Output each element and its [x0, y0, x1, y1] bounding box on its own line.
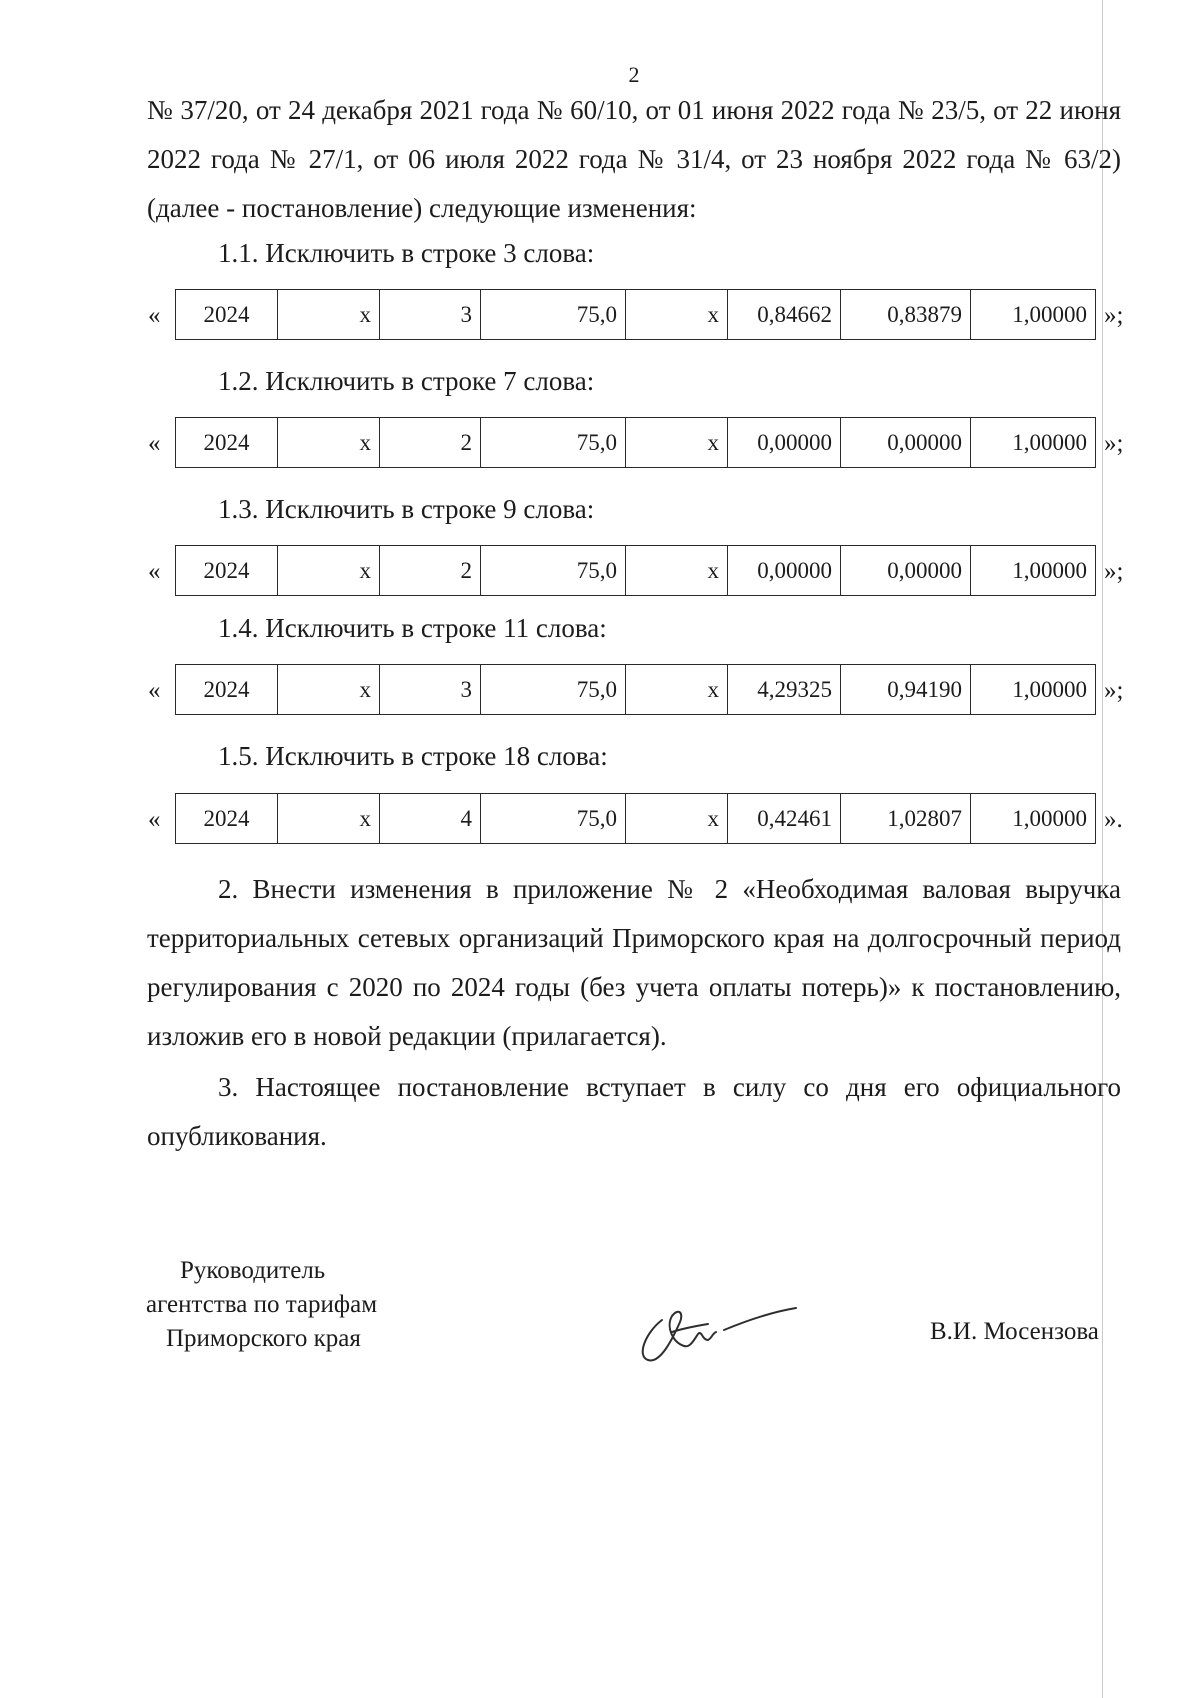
excluded-row-table [175, 545, 1096, 596]
quote-close: »; [1104, 677, 1124, 704]
paragraph-3: 3. Настоящее постановление вступает в силу со дня его официального опубликования. [147, 1072, 1121, 1151]
quote-open: « [148, 430, 161, 457]
signer-title [146, 1254, 377, 1356]
item-heading: 1.1. Исключить в строке 3 слова: [218, 238, 595, 268]
table-cell: 1,00000 [971, 290, 1096, 340]
table-cell: 0,00000 [728, 418, 841, 468]
table-row [176, 794, 1096, 844]
table-cell: 4 [380, 794, 481, 844]
table-cell: 2024 [176, 546, 278, 596]
table-cell: 75,0 [481, 794, 626, 844]
table-cell: 2 [380, 418, 481, 468]
table-cell: 2024 [176, 290, 278, 340]
table-cell: 0,00000 [841, 546, 971, 596]
table-cell: 2024 [176, 418, 278, 468]
item-heading: 1.5. Исключить в строке 18 слова: [218, 741, 608, 771]
paragraph-2: 2. Внести изменения в приложение № 2 «Необходимая валовая выручка территориальных сетевых организаций Приморского края на долгосрочный период регулирования с 2020 по 2024 годы (без учета оплаты потерь)» к постановлению, изложив его в новой редакции (прилагается). [147, 874, 1121, 1051]
excluded-row-table [175, 793, 1096, 844]
signer-name: В.И. Мосензова [930, 1318, 1099, 1345]
signer-title-line: Руководитель [180, 1257, 326, 1284]
quote-open: « [148, 806, 161, 833]
table-cell: х [278, 794, 380, 844]
table-cell: х [278, 546, 380, 596]
table-cell: 0,42461 [728, 794, 841, 844]
table-cell: х [626, 290, 728, 340]
table-cell: 3 [380, 290, 481, 340]
item-heading: 1.4. Исключить в строке 11 слова: [218, 613, 607, 643]
table-cell: х [626, 546, 728, 596]
table-cell: 2 [380, 546, 481, 596]
excluded-row-table [175, 664, 1096, 715]
quote-close: »; [1104, 558, 1124, 585]
table-cell: 0,94190 [841, 665, 971, 715]
table-cell: 3 [380, 665, 481, 715]
item-heading: 1.3. Исключить в строке 9 слова: [218, 494, 595, 524]
quote-close: »; [1104, 302, 1124, 329]
excluded-row-table [175, 289, 1096, 340]
quote-open: « [148, 302, 161, 329]
table-row [176, 418, 1096, 468]
table-cell: 1,00000 [971, 794, 1096, 844]
table-cell: 2024 [176, 665, 278, 715]
signer-title-line: агентства по тарифам [146, 1291, 378, 1318]
table-cell: 1,02807 [841, 794, 971, 844]
intro-paragraph: № 37/20, от 24 декабря 2021 года № 60/10, от 01 июня 2022 года № 23/5, от 22 июня 2022 года № 27/1, от 06 июля 2022 года № 31/4, от 23 ноября 2022 года № 63/2) (далее - постановление) следующие изменения: [147, 95, 1121, 223]
table-cell: 0,84662 [728, 290, 841, 340]
quote-open: « [148, 558, 161, 585]
table-cell: 1,00000 [971, 418, 1096, 468]
table-cell: 1,00000 [971, 546, 1096, 596]
excluded-row-table [175, 417, 1096, 468]
table-cell: 0,83879 [841, 290, 971, 340]
quote-close: ». [1104, 806, 1123, 833]
table-cell: х [626, 418, 728, 468]
table-cell: х [626, 794, 728, 844]
table-row [176, 665, 1096, 715]
item-heading: 1.2. Исключить в строке 7 слова: [218, 366, 595, 396]
quote-open: « [148, 677, 161, 704]
handwritten-signature [632, 1290, 802, 1370]
table-cell: 1,00000 [971, 665, 1096, 715]
table-cell: х [278, 290, 380, 340]
table-cell: 0,00000 [841, 418, 971, 468]
table-cell: х [626, 665, 728, 715]
table-cell: 0,00000 [728, 546, 841, 596]
table-cell: 75,0 [481, 665, 626, 715]
quote-close: »; [1104, 430, 1124, 457]
table-cell: 75,0 [481, 418, 626, 468]
table-row [176, 290, 1096, 340]
page-number: 2 [628, 62, 640, 87]
table-cell: 2024 [176, 794, 278, 844]
signer-title-line: Приморского края [166, 1325, 361, 1352]
table-cell: х [278, 418, 380, 468]
table-row [176, 546, 1096, 596]
table-cell: 75,0 [481, 290, 626, 340]
table-cell: 4,29325 [728, 665, 841, 715]
table-cell: х [278, 665, 380, 715]
table-cell: 75,0 [481, 546, 626, 596]
scan-edge-line [1102, 0, 1103, 1698]
